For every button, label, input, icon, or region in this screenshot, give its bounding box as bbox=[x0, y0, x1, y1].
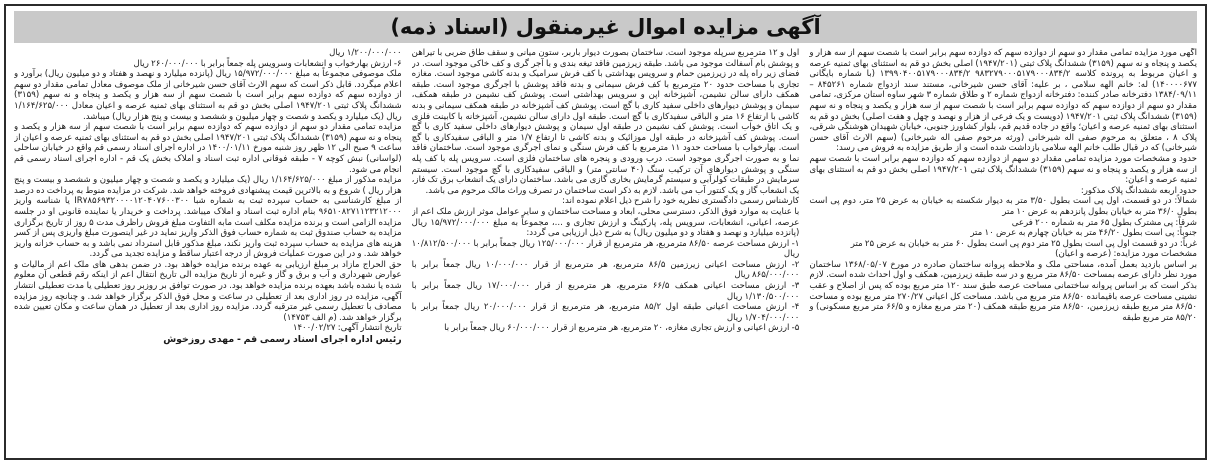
column-right bbox=[809, 48, 1197, 454]
notice-frame bbox=[4, 4, 1207, 460]
paragraph: آگهی مورد مزایده تمامی مقدار دو سهم از دوازده سهم که دوازده سهم برابر است با شصت سهم از سه هزار و یکصد و پنجاه و نه سهم (۳۱۵۹) ششدانگ پلاک ثبتی (۱۹۴۷/۲۰۱) اصلی بخش دو قم به استثنای بهای ثمنیه عرصه و اعیان مربوط به پرونده کلاسه ۹۸۳۲۷۹۰۰۰۵۱۷۹۰۰۰۸۳۴/۲ ۱۳۹۹۰۴۰۰۵۱۷۹۰۰۰۸۳۴/۲ (با شماره بایگانی ۱۴۰۰۰۰۶۷۷) له: خانم الهه سلامی ، بر علیه: آقای حسن شیرخانی، مستند سند ازدواج شماره ۸۴۵۲۶۱ – ۱۳۸۴/۰۹/۱۱ دفترخانه صادر کننده: دفترخانه ازدواج شماره ۲ و طلاق شماره ۳ شهر ساوه استان مرکزی، تمامی مقدار دو سهم از دوازده سهم که دوازده سهم برابر است با شصت سهم از سه هزار و یکصد و پنجاه و نه سهم (۳۱۵۹) ششدانگ پلاک ثبتی ۱۹۴۷/۲۰۱ (دویست و یک فرعی از هزار و نهصد و چهل و هفت اصلی) بخش دو قم به استثنای بهای ثمنیه عرصه و اعیان؛ واقع در جاده قدیم قم، بلوار کشاورز جنوبی، خیابان شهیدان هوشنگی شرقی، پلاک ۸ ، متعلق به مرحوم صفی اله شیرخانی (ورثه مرحوم صفی اله شیرخانی) (سهم الارث آقای حسن شیرخانی) که در قبال طلب خانم الهه سلامی بازداشت شده است و از طریق مزایده به فروش می رسد: bbox=[809, 48, 1197, 154]
column-middle bbox=[412, 48, 800, 454]
paragraph: مشخصات مورد مزایده: (عرصه و اعیان) bbox=[1055, 249, 1197, 260]
paragraph: مزایده مذکور از مبلغ ۱/۱۶۴/۶۲۵/۰۰۰ ریال (یک میلیارد و یکصد و شصت و چهار میلیون و ششصد و بیست و پنج هزار ریال ) شروع و به بالاترین قیمت پیشنهادی فروخته خواهد شد. شرکت در مزایده منوط به پرداخت ده درصد از مبلغ کارشناسی به حساب سپرده ثبت به شماره شبا IR۷۸۵۶۹۳۲۰۰۰۰۱۲۰۴۰۷۶۰۰۳۰۰ یا شناسه واریز ۹۶۵۱۰۸۲۷۱۱۲۳۲۱۲۰۰۰ بنام اداره ثبت اسناد و املاک میباشد. پرداخت و خریدار یا نماینده قانونی او در جلسه مزایده الزامی است و برنده مزایده مکلف است مابه التفاوت مبلغ فروش راظرف مدت ۵ روز از تاریخ برگزاری مزایده به حساب صندوق ثبت به شماره حساب فوق الذکر واریز نماید در غیر اینصورت مبلغ واریزی پس از کسر هزینه های مزایده به حساب سپرده ثبت واریز نکند، مبلغ مذکور قابل استرداد نمی باشد و به حساب خزانه واریز خواهد شد. و در این صورت عملیات فروش از درجه اعتبار ساقط و مزایده تجدید می گردد. bbox=[13, 175, 402, 260]
notice-body bbox=[14, 48, 1197, 454]
paragraph: مزایده تمامی مقدار دو سهم از دوازده سهم که دوازده سهم برابر است با شصت سهم از سه هزار و یکصد و پنجاه و نه سهم (۳۱۵۹) ششدانگ پلاک ثبتی ۱۹۴۷/۲۰۱ اصلی بخش دو قم به استثنای بهای ثمنیه عرصه و اعیان از ساعت ۹ صبح الی ۱۲ ظهر روز شنبه مورخ ۱۴۰۰/۰۱/۱۱ در اداره اجرای اسناد رسمی قم واقع در خیابان ساحلی (لواسانی) نبش کوچه ۷ - طبقه فوقانی اداره ثبت اسناد و املاک بخش یک قم - اداره اجرای اسناد رسمی قم انجام می شود. bbox=[13, 122, 402, 175]
paragraph: ۳- ارزش مساحت اعیانی همکف ۶۶/۵ مترمربع، هر مترمربع از قرار ۱۷/۰۰۰/۰۰۰ ریال جمعاً برابر با ۱/۱۳۰/۵۰۰/۰۰۰ ریال bbox=[411, 281, 800, 302]
notice-title: آگهی مزایده اموال غیرمنقول (اسناد ذمه) bbox=[390, 15, 821, 39]
column-left bbox=[14, 48, 402, 454]
paragraph: شمالاً: در دو قسمت، اول پی است بطول ۳/۵۰ متر به دیوار شکسته به خیابان به عرض ۲۵ متر، دوم پی است بطول ۳۶/۰ متر به خیابان بطول پانزدهم به عرض ۱۰ متر bbox=[809, 196, 1197, 217]
paragraph: غرباً: در دو قسمت اول پی است بطول ۲۵ متر دوم پی است بطول ۶۰ متر به خیابان به عرض ۲۵ متر bbox=[850, 238, 1197, 249]
paragraph: جنوباً: پی است بطول ۴۶/۲۰ متر به خیابان چهارم به عرض ۱۰ متر bbox=[970, 228, 1197, 239]
signature: رئیس اداره اجرای اسناد رسمی قم - مهدی روزخوش bbox=[163, 334, 402, 346]
title-banner bbox=[14, 11, 1197, 43]
paragraph: حدود اربعه ششدانگ پلاک مذکور: bbox=[1080, 185, 1197, 196]
paragraph: شرقاً: پی مشترک بطول ۶۵ متر به شماره ۲۰۰ فرعی bbox=[1011, 217, 1197, 228]
paragraph: با عنایت به موارد فوق الذکر، دسترسی محلی، ابعاد و مساحت ساختمان و سایر عوامل موثر ارزش ملک اعم از عرصه، اعیانی، انشعابات، سرویس پله، پارکینگ و ارزش تجاری و ...، مجموعاً به مبلغ ۱۵/۹۷۲/۰۰۰/۰۰۰ ریال (پانزده میلیارد و نهصد و هفتاد و دو میلیون ریال) به شرح ذیل ارزیابی می گردد: bbox=[411, 206, 800, 239]
paragraph: ۶- ارزش بهارخواب و انشعابات وسرویس پله جمعاً برابر با ۲۶۰/۰۰۰/۰۰۰ ریال bbox=[133, 58, 402, 69]
paragraph: ۲- ارزش مساحت اعیانی زیرزمین ۸۶/۵ مترمربع، هر مترمربع از قرار ۱۰/۰۰۰/۰۰۰ ریال جمعاً برابر با ۸۶۵/۰۰۰/۰۰۰ ریال bbox=[411, 259, 800, 281]
paragraph: ۱- ارزش مساحت عرصه ۸۶/۵۰ مترمربع، هر مترمربع از قرار ۱۲۵/۰۰۰/۰۰۰ ریال جمعاً برابر با ۱۰/۸۱۲/۵۰۰/۰۰۰ ریال bbox=[411, 238, 800, 260]
publication-date: تاریخ انتشار آگهی: ۱۴۰۰/۰۲/۲۷ bbox=[292, 323, 402, 334]
paragraph: ۴- ارزش مساحت اعیانی طبقه اول ۸۵/۲ مترمربع، هر مترمربع از قرار ۲۰/۰۰۰/۰۰۰ ریال جمعاً برابر با ۱/۷۰۴/۰۰۰/۰۰۰ ریال bbox=[411, 302, 800, 323]
paragraph: کارشناس رسمی دادگستری نظریه خود را شرح ذیل اعلام نموده اند: bbox=[562, 196, 800, 207]
paragraph: بر اساس بازدید بعمل آمده، مساحتی ملک و ملاحظه پروانه ساختمان صادره در مورخ ۱۳۶۸/۰۵/۰۷ ساختمان مورد نظر دارای عرصه بمساحت ۸۶/۵۰ متر مربع و در سه طبقه زیرزمین، همکف و اول احداث شده است. لازم بذکر است که بر اساس پروانه ساختمانی مساحت عرصه طبق سند ۱۲۰ متر مربع بوده که پس از اصلاح و عقب نشینی مساحت عرصه باقیمانده ۸۶/۵۰ متر مربع می باشد. مساحت کل اعیانی ۲۷۰/۲۷ متر مربع بوده و مساحت ۸۶/۵۰ متر مربع طبقه زیرزمین، ۸۶/۵۰ متر مربع طبقه همکف (۲۰ متر مربع مغازه و ۶۶/۵ متر مربع مسکونی) و ۸۵/۲۰ متر مربع طبقه bbox=[809, 259, 1197, 323]
paragraph: حق الحراج مازاد بر مبلغ ارزیابی به عهده برنده مزایده خواهد بود. در ضمن بدهی های ملک اعم از مالیات و عوارض شهرداری و آب و برق و گاز و غیره از تاریخ مزایده الی تاریخ انتقال اعم از اینکه رقم قطعی آن معلوم شده یا نشده باشد بعهده برنده مزایده خواهد بود. در صورت توافق بر روزبر روز تعطیلی یا مدت تعطیلی انتشار آگهی، مزایده در روز اداری بعد از تعطیلی در ساعت و محل فوق الذکر برگزار خواهد شد. و چنانچه روز مزایده مصادف با تعطیل رسمی غیر مترقبه گردد. مزایده روز اداری بعد از تعطیل در همان ساعت و مکان تعیین شده برگزار خواهد شد. (م الف ۱۴۷۵۳) bbox=[13, 259, 402, 323]
paragraph: ملک موصوفی مجموعاً به مبلغ ۱۵/۹۷۲/۰۰۰/۰۰۰ ریال (پانزده میلیارد و نهصد و هفتاد و دو میلیون ریال) برآورد و اعلام میگردد. قابل ذکر است که سهم الارث آقای حسن شیرخانی از ملک موصوف معادل تمامی مقدار دو سهم از دوازده سهم که دوازده سهم برابر است با شصت سهم از سه هزار و یکصد و پنجاه و نه سهم (۳۱۵۹) ششدانگ پلاک ثبتی ۱۹۴۷/۲۰۱ اصلی بخش دو قم به استثنای بهای ثمنیه عرصه و اعیان معادل ۱/۱۶۴/۶۲۵/۰۰۰ ریال (یک میلیارد و یکصد و شصت و چهار میلیون و ششصد و بیست و پنج هزار ریال) میباشد. bbox=[13, 69, 402, 122]
paragraph: حدود و مشخصات مورد مزایده تمامی مقدار دو سهم از دوازده سهم که دوازده سهم برابر است با شصت سهم از سه هزار و یکصد و پنجاه و نه سهم (۳۱۵۹) ششدانگ پلاک ثبتی ۱۹۴۷/۲۰۱ اصلی بخش دو قم به استثنای بهای ثمنیه عرصه و اعیان: bbox=[809, 153, 1197, 186]
paragraph: ۱/۲۰۰/۰۰۰/۰۰۰ ریال bbox=[329, 48, 402, 58]
paragraph: اول و ۱۲ مترمربع سرپله موجود است. ساختمان بصورت دیوار باربر، ستون میانی و سقف طاق ضربی با تیرآهن و پوشش بام آسفالت موجود می باشد. طبقه زیرزمین فاقد تیغه بندی و با آجر گری و کف خاکی موجود است. در فضای زیر راه پله در زیرزمین حمام و سرویس بهداشتی با کف فرش سرامیک و بدنه کاشی موجود است. مغازه تجاری با مساحت حدود ۲۰ مترمربع با کف فرش سیمانی و بدنه فاقد پوشش با اجرگری موجود است. طبقه همکف دارای سالن نشیمن، آشپزخانه اپن و سرویس بهداشتی است. پوشش کف نشیمن در طبقه همکف، سیمان و پوشش دیوارهای داخلی سفید کاری با گچ است. پوشش کف آشپزخانه در طبقه همکف سیمانی و بدنه کاشی با ارتفاع ۱۶ متر و الباقی سفیدکاری با گچ است. طبقه اول دارای سالن نشیمن، آشپزخانه با کابینت فلزی و یک اتاق خواب است. پوشش کف نشیمن در طبقه اول سیمان و پوشش دیوارهای داخلی سفید کاری با گچ است. پوشش کف آشپزخانه در طبقه اول موزائیک و بدنه کاشی تا ارتفاع ۱/۷ متر و الباقی سفیدکاری با گچ است. بهارخواب با مساحت حدود ۱۱ مترمربع با کف فرش سنگی و نمای اجرگری موجود است. ساختمان فاقد نما و به صورت اجرگری موجود است. درب ورودی و پنجره های ساختمان فلزی است. سرویس پله با کف پله سنگی و پوشش دیوارهای آن ترکیب سنگ (۴۰ سانتی متر) و الباقی سفیدکاری با گچ موجود است. سیستم سرمایش در طبقات کولرآبی و سیستم گرمایش بخاری گازی می باشد. ساختمان دارای یک انشعاب برق تک فاز، یک انشعاب گاز و یک کنتور آب می باشد. لازم به ذکر است ساختمان در تصرف وراث مالک مرحوم می باشد. bbox=[411, 48, 800, 196]
paragraph: ۵- ارزش اعیانی و ارزش تجاری مغازه، ۲۰ مترمربع، هر مترمربع از قرار ۶۰/۰۰۰/۰۰۰ ریال جمعاً برابر با bbox=[444, 323, 800, 334]
